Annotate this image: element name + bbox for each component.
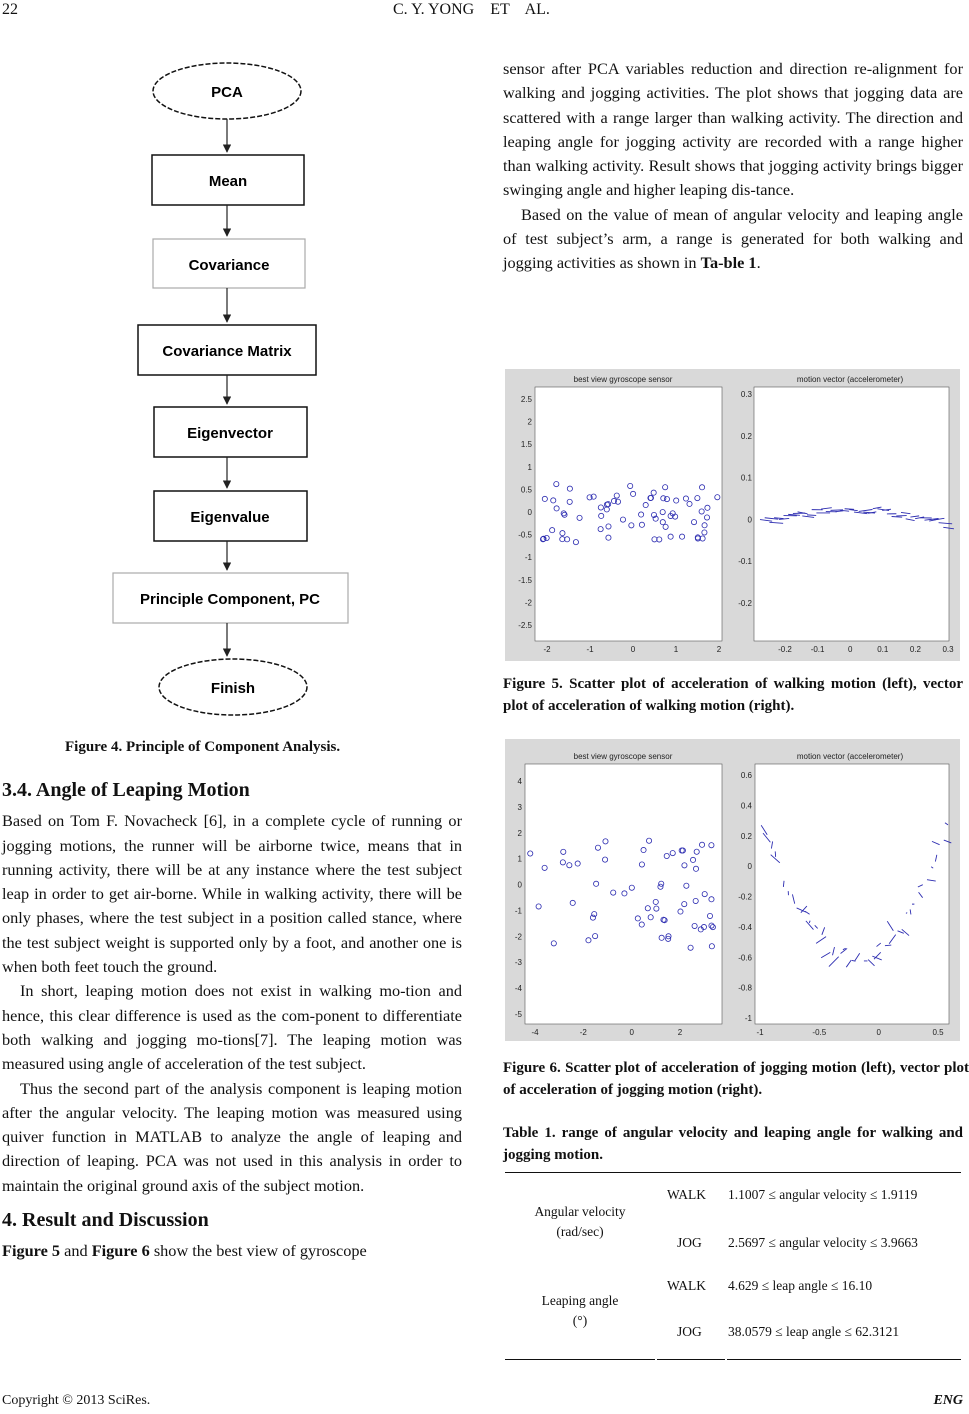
table-cell: 38.0579 ≤ leap angle ≤ 62.3121 — [728, 1324, 900, 1339]
y-tick-label: 0.1 — [740, 473, 752, 483]
fig6-left-title: best view gyroscope sensor — [573, 752, 673, 761]
table-cell: 1.1007 ≤ angular velocity ≤ 1.9119 — [728, 1187, 918, 1202]
y-tick-label: -0.8 — [738, 983, 752, 993]
svg-text:PCA: PCA — [211, 84, 243, 101]
table-ref: Ta-ble 1 — [700, 253, 757, 273]
y-tick-label: -0.2 — [738, 599, 752, 608]
y-tick-label: 0 — [747, 862, 752, 872]
vector-arrow — [845, 509, 854, 510]
svg-text:Eigenvalue: Eigenvalue — [190, 509, 270, 526]
y-tick-label: 2 — [527, 417, 532, 427]
y-tick-label: 2 — [517, 828, 522, 838]
svg-text:Mean: Mean — [208, 173, 248, 190]
flow-node-mean — [152, 155, 304, 205]
vector-arrow — [783, 881, 784, 887]
y-tick-label: -0.5 — [518, 530, 532, 540]
svg-text:Finish: Finish — [210, 680, 256, 697]
table-cell: Angular velocity (rad/sec) — [534, 1204, 626, 1239]
paragraph: Thus the second part of the analysis component is leaping motion after the angular velocity. The leaping motion was measured using quiver function in MATLAB to analyze the angle of leaping and direction of leaping. PCA was not used in this analysis in order to maintain the original ground axis of the subject motion. — [2, 1078, 462, 1195]
table-cell: 2.5697 ≤ angular velocity ≤ 3.9663 — [728, 1235, 918, 1250]
flow-node-covariance — [153, 239, 305, 288]
figure-4-caption: Figure 4. Principle of Component Analysis. — [65, 739, 341, 755]
table-1 — [505, 1172, 961, 1360]
figure-6-plots — [505, 739, 960, 1041]
figure-ref: Figure 5 — [2, 1241, 61, 1261]
y-tick-label: 0.2 — [740, 431, 752, 441]
figure-5-caption: Figure 5. Scatter plot of acceleration of walking motion (left), vector plot of acceleration of walking motion (right). — [503, 676, 963, 714]
left-column — [2, 778, 462, 1264]
svg-text:Covariance Matrix: Covariance Matrix — [162, 343, 292, 360]
table-cell: WALK — [667, 1278, 706, 1293]
fig5-right-title: motion vector (accelerometer) — [796, 375, 904, 384]
y-tick-label: 0.2 — [740, 831, 752, 841]
fig5-left-title: best view gyroscope sensor — [573, 375, 673, 384]
y-tick-label: 0.6 — [740, 771, 752, 780]
y-tick-label: -0.4 — [738, 922, 752, 932]
y-tick-label: -2 — [514, 932, 522, 942]
y-tick-label: -0.2 — [738, 892, 752, 902]
x-tick-label: -0.5 — [812, 1028, 827, 1037]
x-tick-label: 2 — [677, 1028, 683, 1037]
fig6-right-title: motion vector (accelerometer) — [796, 752, 904, 761]
x-tick-label: 0 — [630, 645, 636, 654]
x-tick-label: 0 — [876, 1028, 881, 1037]
y-tick-label: 1 — [527, 462, 532, 472]
section-heading-3-4: 3.4. Angle of Leaping Motion — [2, 779, 250, 801]
flow-node-eigenvector — [154, 407, 307, 457]
footer-journal: ENG — [933, 1393, 963, 1408]
table-cell: Leaping angle (°) — [541, 1293, 619, 1328]
y-tick-label: 0 — [747, 515, 752, 525]
y-tick-label: -1 — [744, 1014, 752, 1023]
x-tick-label: -0.1 — [810, 645, 825, 654]
paragraph: In short, leaping motion does not exist in walking mo-tion and hence, this clear difference is used as the com-ponent to differentiate both walking and jogging mo-tions[7]. The leaping motion was measured using angle of acceleration of the test subject. — [2, 981, 462, 1074]
svg-text:Principle Component, PC: Principle Component, PC — [139, 591, 321, 608]
figure-6-caption: Figure 6. Scatter plot of acceleration of jogging motion (left), vector plot of acceleration of jogging motion (right). — [503, 1060, 969, 1098]
footer-copyright: Copyright © 2013 SciRes. — [2, 1393, 151, 1408]
svg-text:Eigenvector: Eigenvector — [187, 425, 273, 442]
y-tick-label: -5 — [514, 1010, 522, 1019]
table-1-caption: Table 1. range of angular velocity and leaping angle for walking and jogging motion. — [503, 1125, 963, 1163]
flow-node-pca — [153, 63, 301, 119]
y-tick-label: -0.6 — [738, 953, 752, 963]
x-tick-label: -0.2 — [778, 645, 792, 654]
y-tick-label: 3 — [517, 802, 522, 812]
paragraph: Based on the value of mean of angular velocity and leaping angle of test subject’s arm, a range is generated for both walking and jogging activities as shown in Ta-ble 1. — [503, 204, 963, 273]
y-tick-label: -1 — [524, 553, 532, 563]
right-column-text — [503, 57, 963, 276]
x-tick-label: 1 — [673, 645, 679, 654]
flow-node-finish — [159, 659, 307, 715]
y-tick-label: 1.5 — [520, 440, 532, 450]
y-tick-label: 0 — [517, 880, 522, 890]
y-tick-label: 0 — [527, 508, 532, 517]
vector-arrow — [807, 515, 816, 516]
x-tick-label: -2 — [543, 645, 551, 654]
y-tick-label: 1 — [517, 854, 522, 864]
y-tick-label: -2 — [524, 598, 532, 608]
x-tick-label: 0.2 — [909, 645, 921, 654]
x-tick-label: 0.5 — [932, 1028, 944, 1037]
figure-ref: Figure 6 — [91, 1241, 150, 1261]
y-tick-label: -3 — [514, 958, 522, 968]
paragraph: Figure 5 and Figure 6 show the best view of gyroscope — [2, 1241, 367, 1261]
table-cell: 4.629 ≤ leap angle ≤ 16.10 — [728, 1278, 873, 1293]
y-tick-label: 0.4 — [740, 801, 752, 811]
svg-text:Covariance: Covariance — [188, 257, 270, 274]
y-tick-label: -1 — [514, 906, 522, 916]
y-tick-label: 0.3 — [740, 390, 752, 399]
running-title: C. Y. YONG ET AL. — [393, 1, 550, 18]
table-cell: JOG — [677, 1235, 702, 1250]
y-tick-label: 4 — [517, 777, 522, 786]
figure-5-plots — [505, 369, 960, 661]
y-tick-label: -1.5 — [518, 575, 532, 585]
section-heading-4: 4. Result and Discussion — [2, 1209, 209, 1232]
x-tick-label: 0 — [847, 645, 853, 654]
y-tick-label: 0.5 — [520, 485, 532, 495]
page-number: 22 — [2, 1, 18, 18]
y-tick-label: 2.5 — [520, 395, 532, 404]
x-tick-label: -1 — [586, 645, 594, 654]
x-tick-label: -1 — [756, 1028, 764, 1037]
x-tick-label: 0.3 — [942, 645, 954, 654]
y-tick-label: -2.5 — [518, 621, 532, 630]
paragraph: Based on Tom F. Novacheck [6], in a complete cycle of running or jogging motions, the runner will be airborne twice, means that in running activity, there will be at any instance where the test subject leap in order to get air-borne. While in walking activity, there will be only phases, where the test subject in a position called stance, where the test subject weight is supported only by a foot, and another one is when both feet touch the ground. — [2, 811, 462, 977]
y-tick-label: -4 — [514, 984, 522, 994]
x-tick-label: 0.1 — [877, 645, 889, 654]
x-tick-label: 2 — [716, 645, 722, 654]
flow-node-principle-component — [113, 573, 348, 623]
x-tick-label: -2 — [579, 1028, 587, 1037]
flow-node-covariance-matrix — [138, 325, 316, 375]
x-tick-label: -4 — [531, 1028, 539, 1037]
table-cell: WALK — [667, 1187, 706, 1202]
pca-flowchart — [100, 55, 370, 720]
paragraph: sensor after PCA variables reduction and direction re-alignment for walking and jogging activities. The plot shows that jogging data are scattered with a range larger than walking activity. The direction and leaping angle for jogging activity are recorded with a range higher than walking activity. Result shows that jogging activity brings bigger swinging angle and higher leaping dis-tance. — [503, 59, 963, 200]
x-tick-label: 0 — [629, 1028, 634, 1037]
y-tick-label: -0.1 — [738, 557, 752, 567]
flow-node-eigenvalue — [154, 491, 307, 541]
table-cell: JOG — [677, 1324, 702, 1339]
